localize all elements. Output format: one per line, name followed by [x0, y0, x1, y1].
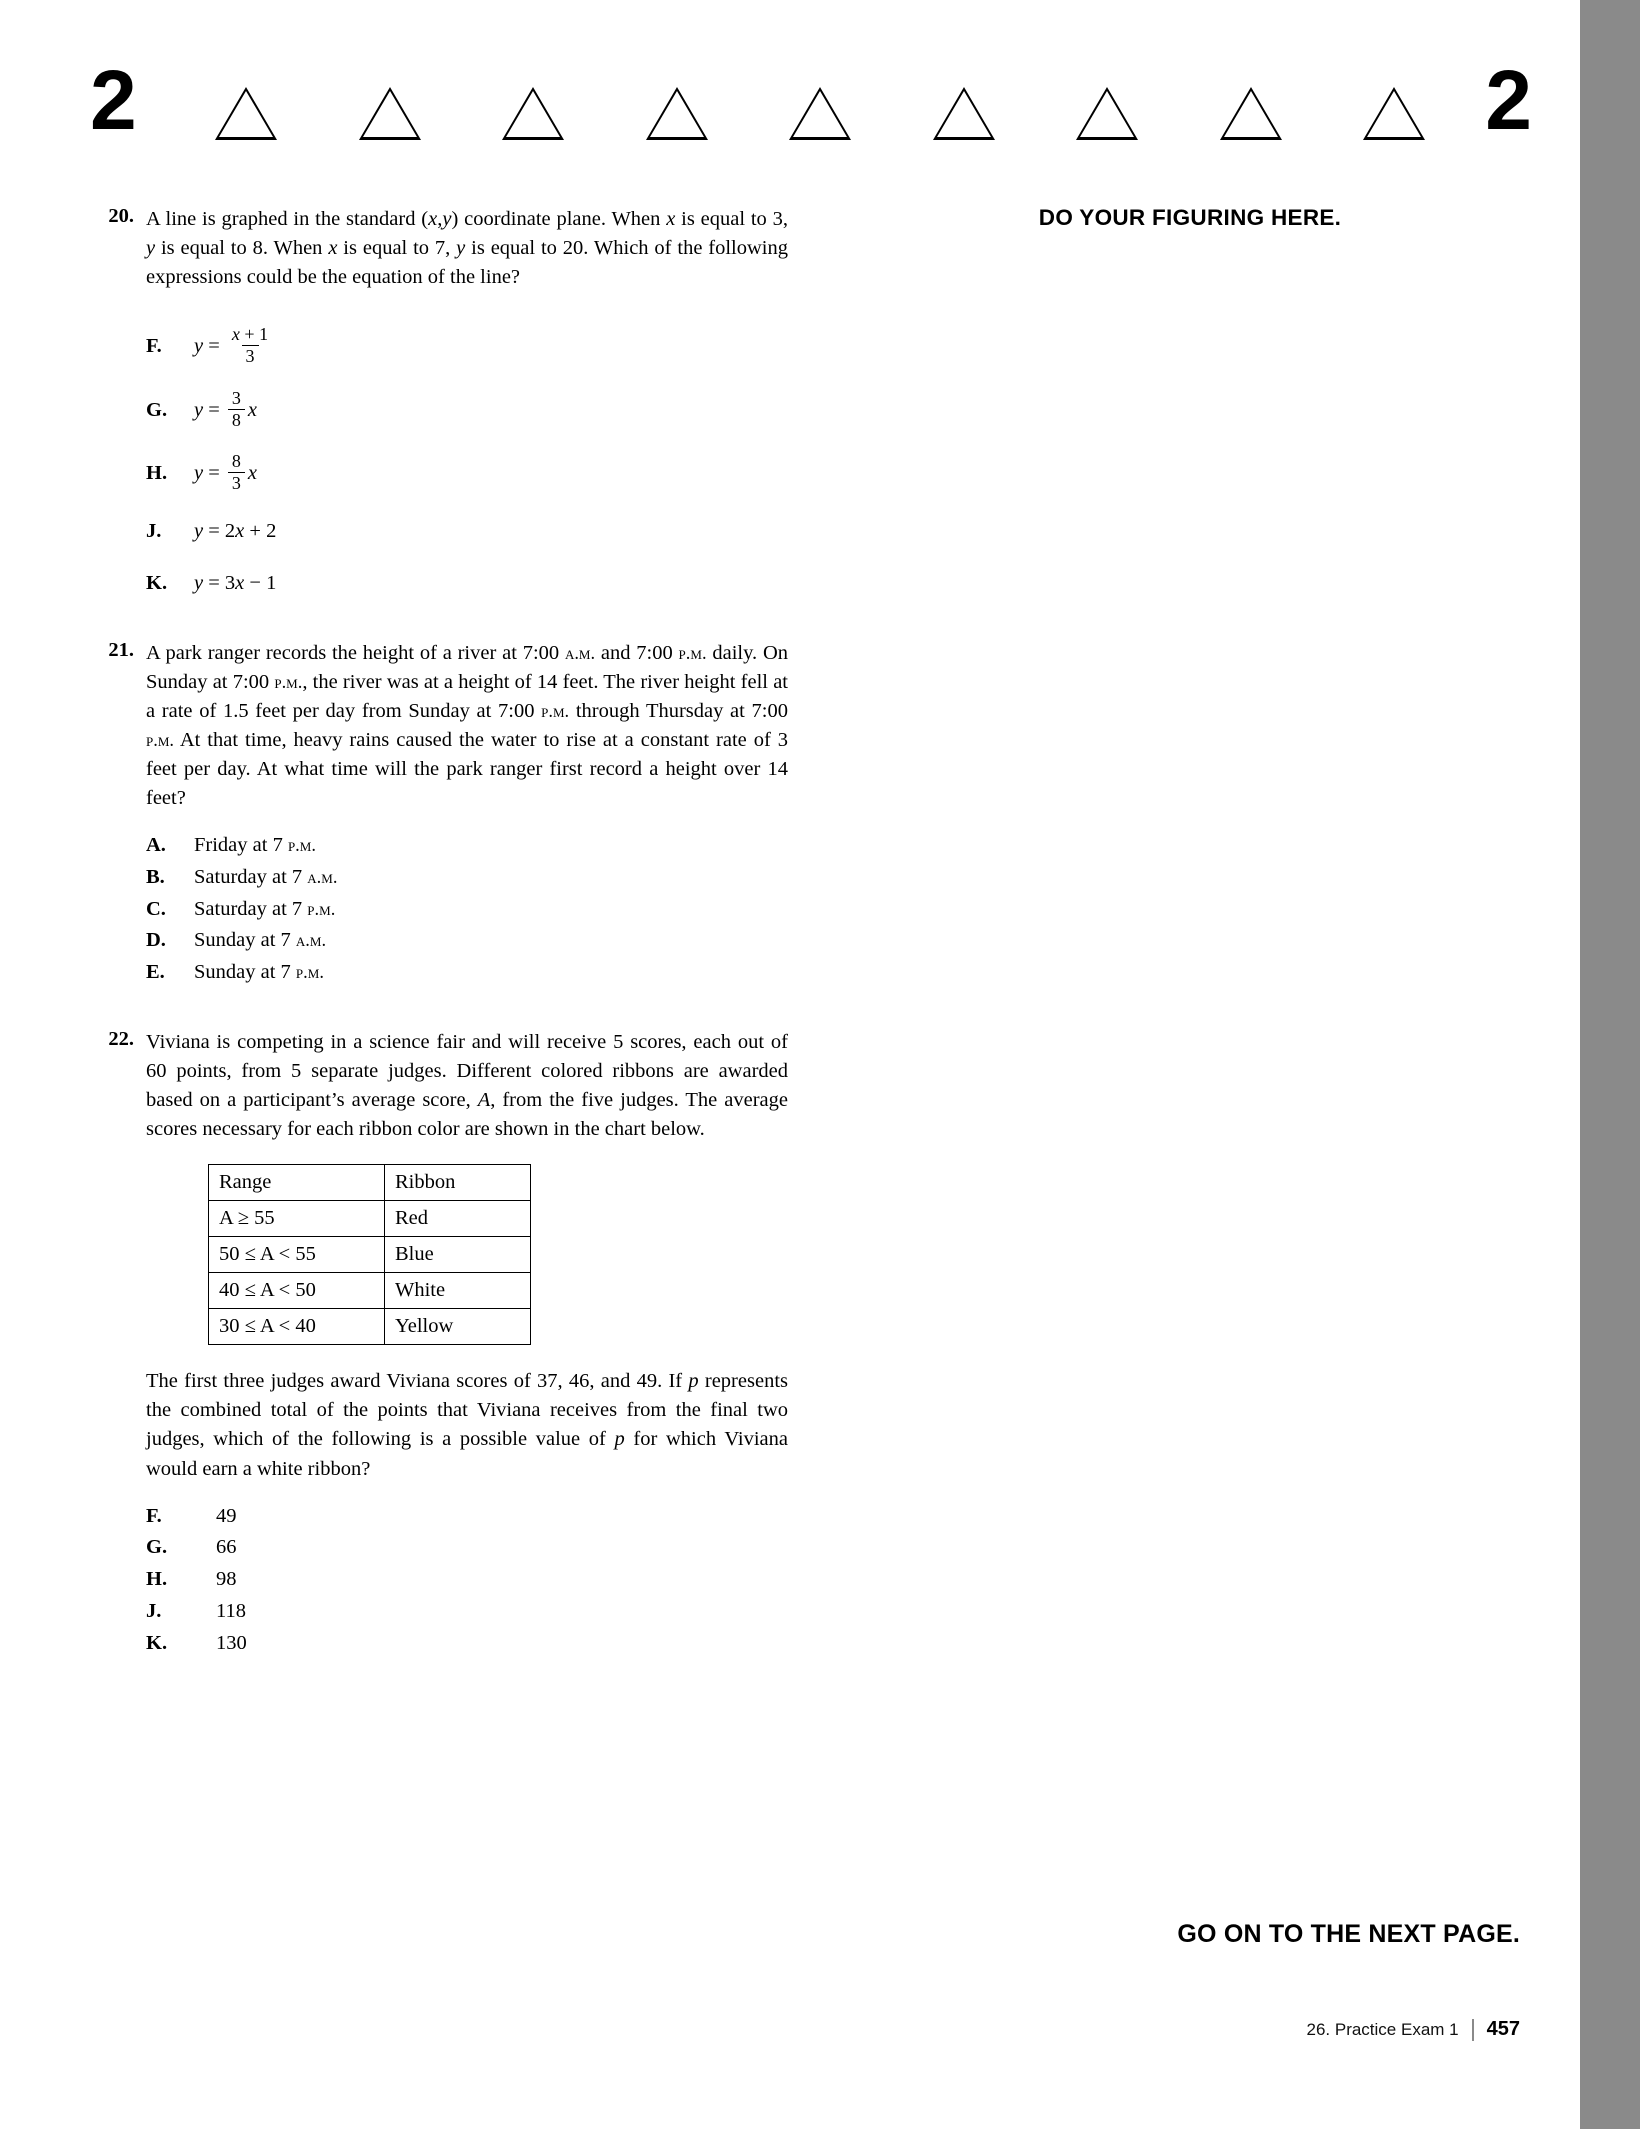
figuring-column — [880, 205, 1500, 231]
question-text: A park ranger records the height of a river at 7:00 a.m. and 7:00 p.m. daily. On Sunday at 7:00 p.m., the river was at a height of 14 feet. The river height fell at a rate of 1.5 feet per day from Sunday at 7:00 p.m. through Thursday at 7:00 p.m. At that time, heavy rains caused the water to rise at a constant rate of 3 feet per day. At what time will the park ranger first record a height over 14 feet? — [146, 641, 788, 810]
table-cell-range: A ≥ 55 — [209, 1201, 385, 1237]
table-cell-range: 50 ≤ A < 55 — [209, 1237, 385, 1273]
choice-label: A. — [146, 834, 166, 857]
choice-value: 118 — [216, 1599, 246, 1622]
answer-choice-E[interactable] — [146, 958, 788, 988]
triangle-icon — [502, 87, 564, 140]
ribbon-table — [208, 1164, 531, 1345]
answer-choice-G[interactable] — [146, 1533, 788, 1563]
table-cell-ribbon: White — [385, 1273, 531, 1309]
choice-label: E. — [146, 961, 165, 984]
choice-label: H. — [146, 462, 168, 485]
question-22 — [88, 1028, 788, 1658]
do-your-figuring-label: DO YOUR FIGURING HERE. — [1038, 205, 1342, 230]
table-cell-range: 30 ≤ A < 40 — [209, 1309, 385, 1345]
triangle-icon — [359, 87, 421, 140]
answer-choice-F[interactable] — [146, 326, 788, 368]
page-footer — [1307, 2018, 1521, 2041]
answer-choice-K[interactable] — [146, 1629, 788, 1659]
choice-label: C. — [146, 897, 166, 920]
choice-value: y = $\frac{3}{8}$ x — [194, 387, 258, 430]
chapter-label: 26. Practice Exam 1 — [1306, 2019, 1459, 2039]
answer-choice-H[interactable] — [146, 453, 788, 495]
question-20 — [88, 205, 788, 599]
choice-value: Sunday at 7 a.m. — [194, 929, 327, 952]
answer-choices-21 — [146, 831, 788, 988]
choice-value: y = 3x − 1 — [194, 571, 277, 594]
choice-value: Sunday at 7 p.m. — [194, 961, 324, 984]
answer-choice-H[interactable] — [146, 1565, 788, 1595]
section-header — [90, 53, 1530, 148]
page-edge-bar — [1580, 0, 1640, 2129]
choice-label: F. — [146, 335, 162, 358]
section-number-right: 2 — [1485, 53, 1530, 147]
answer-choices-20 — [146, 326, 788, 598]
choice-label: D. — [146, 929, 166, 952]
ribbon-table-wrapper — [208, 1164, 788, 1345]
table-row — [209, 1309, 531, 1345]
choice-value: 66 — [216, 1536, 237, 1559]
fraction — [228, 389, 245, 431]
triangle-icon — [789, 87, 851, 140]
table-cell-range: 40 ≤ A < 50 — [209, 1273, 385, 1309]
go-on-notice: GO ON TO THE NEXT PAGE. — [1177, 1920, 1520, 1948]
answer-choice-F[interactable] — [146, 1502, 788, 1532]
triangle-icon — [1363, 87, 1425, 140]
answer-choice-G[interactable] — [146, 387, 788, 432]
fraction-numerator: 8 — [231, 451, 241, 472]
choice-value: 49 — [216, 1504, 237, 1527]
table-cell-ribbon: Red — [385, 1201, 531, 1237]
choice-label: G. — [146, 398, 168, 421]
choice-value: 98 — [216, 1568, 237, 1591]
table-header-cell: Range — [209, 1165, 385, 1201]
choice-label: H. — [146, 1568, 168, 1591]
table-row — [209, 1273, 531, 1309]
answer-choice-K[interactable] — [146, 569, 788, 599]
table-row — [209, 1201, 531, 1237]
answer-choices-22 — [146, 1502, 788, 1659]
fraction — [228, 325, 272, 367]
choice-value: Saturday at 7 p.m. — [194, 897, 336, 920]
footer-divider — [1472, 2019, 1474, 2041]
choice-label: G. — [146, 1536, 168, 1559]
choice-value: y = $\frac{x + 1}{3}$ — [194, 326, 275, 368]
answer-choice-B[interactable] — [146, 863, 788, 893]
fraction-numerator: x + 1 — [231, 324, 269, 345]
table-header-row — [209, 1165, 531, 1201]
question-text: A line is graphed in the standard (x,y) coordinate plane. When x is equal to 3, y is equal to 8. When x is equal to 7, y is equal to 20. Which of the following expressions could be the equation of the line? — [146, 208, 789, 289]
fraction-denominator: 8 — [228, 409, 245, 431]
table-cell-ribbon: Yellow — [385, 1309, 531, 1345]
question-text: Viviana is competing in a science fair and will receive 5 scores, each out of 60 points, from 5 separate judges. Different colored ribbons are awarded based on a participant’s average score, A, from the five judges. The average scores necessary for each ribbon color are shown in the chart below. — [146, 1030, 788, 1141]
choice-label: K. — [146, 571, 168, 594]
fraction-numerator: 3 — [231, 387, 241, 408]
question-text-continued: The first three judges award Viviana scores of 37, 46, and 49. If p represents the combined total of the points that Viviana receives from the final two judges, which of the following is a possible value of p for which Viviana would earn a white ribbon? — [146, 1370, 789, 1480]
question-number: 22. — [108, 1027, 134, 1050]
answer-choice-A[interactable] — [146, 831, 788, 861]
choice-label: J. — [146, 520, 162, 543]
fraction-denominator: 3 — [242, 345, 259, 367]
section-number-left: 2 — [90, 53, 135, 147]
choice-label: J. — [146, 1599, 162, 1622]
fraction-denominator: 3 — [228, 472, 245, 494]
choice-value: Friday at 7 p.m. — [194, 834, 316, 857]
triangle-row — [215, 76, 1425, 140]
answer-choice-J[interactable] — [146, 517, 788, 547]
choice-label: B. — [146, 865, 165, 888]
choice-label: F. — [146, 1504, 162, 1527]
question-number: 21. — [108, 638, 134, 661]
choice-value: Saturday at 7 a.m. — [194, 865, 338, 888]
answer-choice-J[interactable] — [146, 1597, 788, 1627]
page-number: 457 — [1486, 2018, 1520, 2040]
answer-choice-C[interactable] — [146, 895, 788, 925]
triangle-icon — [646, 87, 708, 140]
choice-value: y = $\frac{8}{3}$ x — [194, 451, 258, 494]
choice-value: 130 — [216, 1631, 247, 1654]
choice-value: y = 2x + 2 — [194, 520, 277, 543]
questions-column — [88, 205, 788, 1692]
triangle-icon — [1076, 87, 1138, 140]
fraction — [228, 452, 245, 494]
table-row — [209, 1237, 531, 1273]
table-cell-ribbon: Blue — [385, 1237, 531, 1273]
table-header-cell: Ribbon — [385, 1165, 531, 1201]
triangle-icon — [1220, 87, 1282, 140]
choice-label: K. — [146, 1631, 168, 1654]
triangle-icon — [933, 87, 995, 140]
question-number: 20. — [108, 205, 134, 227]
triangle-icon — [215, 87, 277, 140]
question-21 — [88, 639, 788, 988]
answer-choice-D[interactable] — [146, 926, 788, 956]
